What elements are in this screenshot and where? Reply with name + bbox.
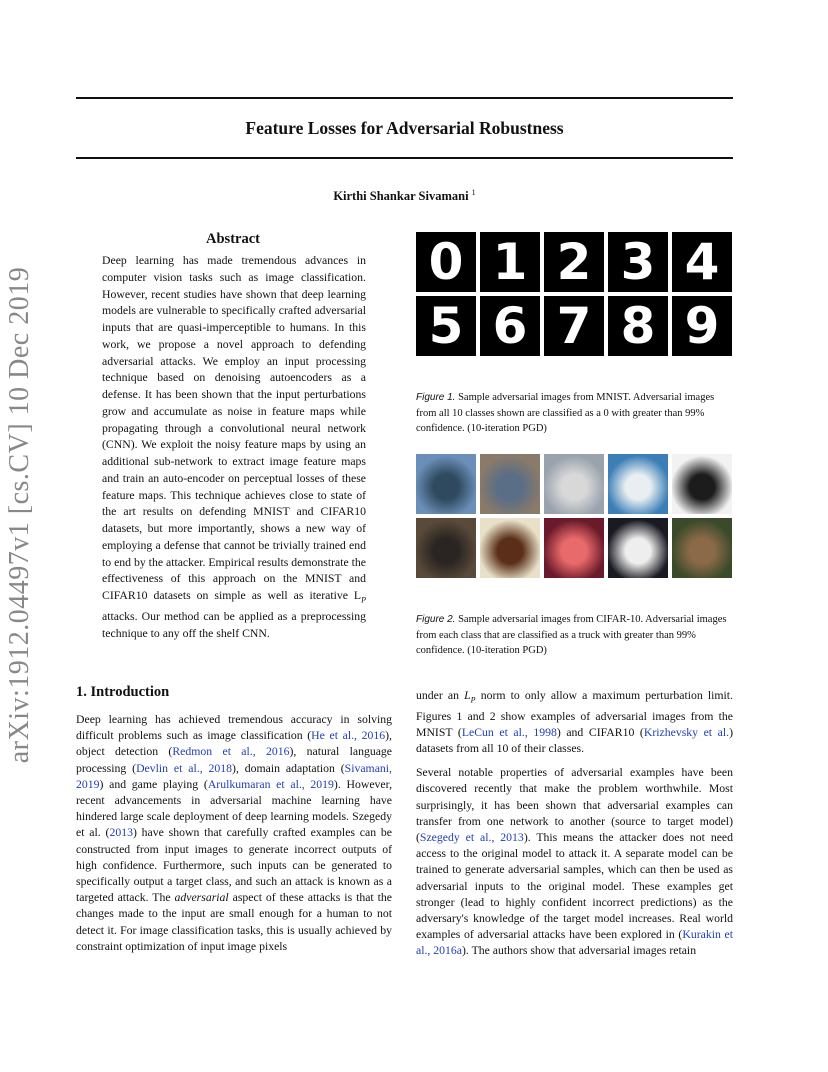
car-image-tile <box>480 454 540 514</box>
abstract-norm-sub: P <box>361 595 366 605</box>
figure2-cifar-grid <box>416 454 734 578</box>
intro-right-paragraph-2 <box>416 765 733 959</box>
truck-image-tile <box>544 454 604 514</box>
ship-image-tile <box>608 454 668 514</box>
mnist-digit-tile: 4 <box>672 232 732 292</box>
mnist-digit-tile: 8 <box>608 296 668 356</box>
horse-image-tile <box>480 518 540 578</box>
citation-link[interactable]: Redmon et al., 2016 <box>172 745 290 759</box>
top-rule <box>76 97 733 99</box>
arxiv-stamp-text: arXiv:1912.04497v1 [cs.CV] 10 Dec 2019 <box>4 266 35 764</box>
paper-title: Feature Losses for Adversarial Robustness <box>245 118 564 138</box>
cat-image-tile <box>416 518 476 578</box>
body-text: ). The authors show that adversarial images retain <box>462 944 697 958</box>
body-text: aspect of these attacks is that the changes made to the input are small enough for a human to not detect it. For image classification tasks, this is usually achieved by constraint optimization of input image pixels <box>76 891 392 953</box>
abstract-heading: Abstract <box>206 231 260 247</box>
italic-text: L <box>464 689 471 702</box>
author-affiliation-mark: 1 <box>471 188 476 197</box>
body-text: norm to only allow a maximum perturbation limit. Figures 1 and 2 show examples of adversarial images from the MNIST ( <box>416 689 733 739</box>
body-text: ), natural language processing ( <box>76 745 392 775</box>
intro-left-column <box>76 712 392 955</box>
body-text: ), domain adaptation ( <box>232 761 345 775</box>
intro-right-paragraph-1 <box>416 688 733 757</box>
arxiv-stamp <box>0 266 50 764</box>
mnist-digit-tile: 6 <box>480 296 540 356</box>
title-bottom-rule <box>76 157 733 159</box>
body-text: ) datasets from all 10 of their classes. <box>416 725 733 755</box>
mnist-digit-tile: 7 <box>544 296 604 356</box>
citation-link[interactable]: Kurakin et al., 2016a <box>416 928 733 958</box>
figure2-caption <box>416 612 733 659</box>
figure1-caption <box>416 390 733 437</box>
norm-subscript: P <box>470 695 476 705</box>
figure1-caption-text: Sample adversarial images from MNIST. Adversarial images from all 10 classes shown are classified as a 0 with greater than 99% confidence. (10-iteration PGD) <box>416 392 715 434</box>
body-text: Deep learning has achieved tremendous accuracy in solving difficult problems such as image classification ( <box>76 713 392 743</box>
author-line <box>76 188 733 204</box>
citation-link[interactable]: LeCun et al., 1998 <box>461 725 557 739</box>
body-text: ). This means the attacker does not need access to the original model to attack it. A separate model can be trained to generate adversarial samples, which can then be used as adversarial inputs to the original model. These examples get stronger (lead to highly confident incorrect predictions) as the adversary's knowledge of the target model increases. Real world examples of adversarial attacks have been explored in ( <box>416 830 734 942</box>
abstract-text: Deep learning has made tremendous advances in computer vision tasks such as image classification. However, recent studies have shown that deep learning models are vulnerable to specifically crafted adversarial inputs that are quasi-imperceptible to humans. In this work, we propose a novel approach to defending adversarial attacks. We employ an input processing technique based on denoising autoencoders as a defense. It has been shown that the input perturbations grow and accumulate as noise in feature maps while propagating through a convolutional neural network (CNN). We exploit the noisy feature maps by using an additional sub-network to extract image feature maps and train an auto-encoder on perceptual losses of these feature maps. This technique achieves close to state of the art results on defending MNIST and CIFAR10 datasets, but more importantly, shows a new way of employing a defense that cannot be trivially trained end to end by the attacker. Empirical results demonstrate the effectiveness of this approach on the MNIST and CIFAR10 datasets on simple as well as iterative L <box>102 254 366 602</box>
figure1-mnist-grid <box>416 232 734 358</box>
citation-link[interactable]: Szegedy et al., 2013 <box>419 830 524 844</box>
citation-link[interactable]: 2013 <box>109 826 133 840</box>
italic-text: adversarial <box>174 891 229 905</box>
airplane-image-tile <box>672 454 732 514</box>
body-text: ) have shown that carefully crafted examples can be constructed from input images to generate incorrect outputs of high confidence. Furthermore, such inputs can be generated to specifically output a target class, and such an attack is known as a targeted attack. The <box>76 826 393 905</box>
citation-link[interactable]: Sivamani, 2019 <box>76 761 392 791</box>
mnist-digit-tile: 2 <box>544 232 604 292</box>
citation-link[interactable]: He et al., 2016 <box>311 729 386 743</box>
dog-image-tile <box>608 518 668 578</box>
body-text: ), object detection ( <box>76 729 392 759</box>
mnist-digit-tile: 3 <box>608 232 668 292</box>
bird-image-tile <box>416 454 476 514</box>
abstract-text-end: attacks. Our method can be applied as a preprocessing technique to any off the shelf CNN. <box>102 610 366 640</box>
citation-link[interactable]: Arulkumaran et al., 2019 <box>207 777 334 791</box>
citation-link[interactable]: Krizhevsky et al. <box>643 725 730 739</box>
body-text: ) and game playing ( <box>99 777 208 791</box>
section-heading-introduction: 1. Introduction <box>76 684 170 700</box>
mnist-digit-tile: 0 <box>416 232 476 292</box>
mnist-digit-tile: 5 <box>416 296 476 356</box>
citation-link[interactable]: Devlin et al., 2018 <box>136 761 233 775</box>
body-text: Several notable properties of adversarial examples have been discovered recently that make the problem worthwhile. Most surprisingly, it has been shown that adversarial examples can transfer from one network to another (source to target model) ( <box>416 766 733 844</box>
author-name: Kirthi Shankar Sivamani <box>333 189 469 204</box>
body-text: ). However, recent advancements in adversarial machine learning have hindered large scale deployment of deep learning models. Szegedy et al. ( <box>76 777 393 840</box>
figure2-caption-text: Sample adversarial images from CIFAR-10. Adversarial images from each class that are classified as a truck with greater than 99% confidence. (10-iteration PGD) <box>416 614 727 656</box>
intro-right-column <box>416 688 733 968</box>
body-text: under an <box>416 689 465 702</box>
body-text: ) and CIFAR10 ( <box>556 725 644 739</box>
figure1-label: Figure 1. <box>416 392 456 403</box>
abstract-body <box>102 253 366 643</box>
mnist-digit-tile: 9 <box>672 296 732 356</box>
frog-image-tile <box>544 518 604 578</box>
deer-image-tile <box>672 518 732 578</box>
mnist-digit-tile: 1 <box>480 232 540 292</box>
figure2-label: Figure 2. <box>416 614 456 625</box>
